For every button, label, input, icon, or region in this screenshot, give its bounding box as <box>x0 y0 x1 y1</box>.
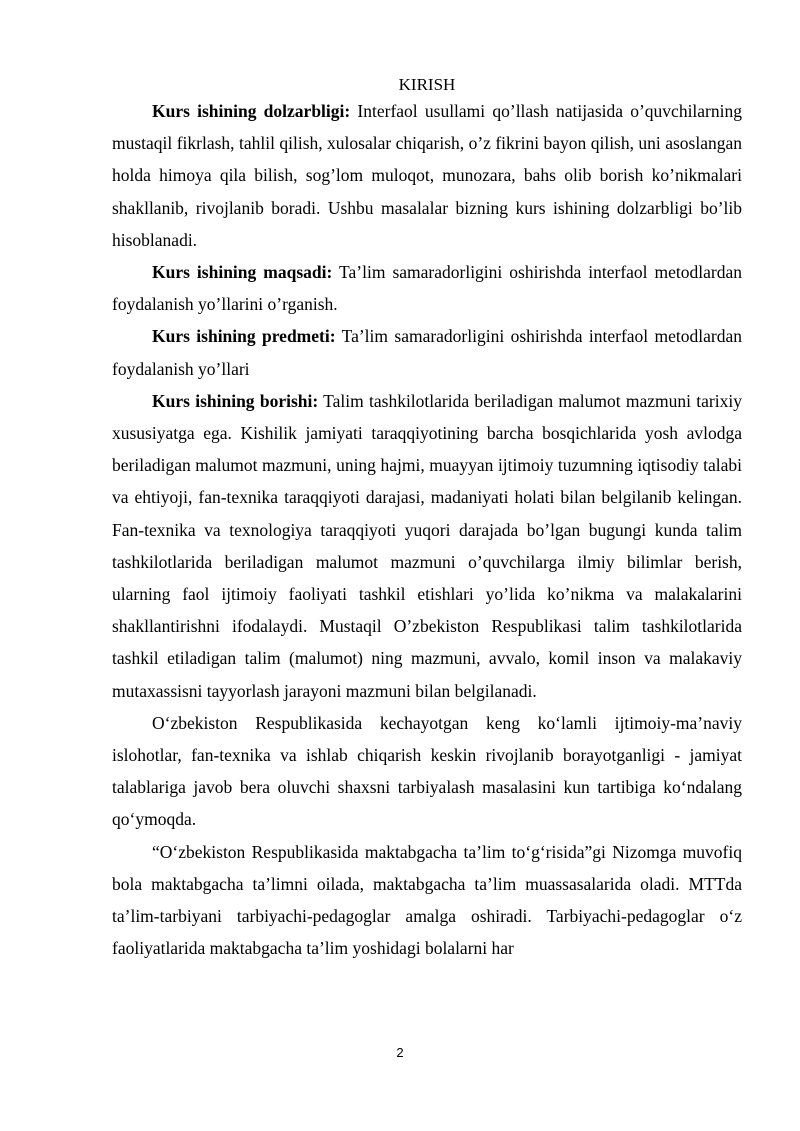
paragraph-text: Ta’lim samaradorligini oshirishda interfaol metodlardan foydalanish yo’llarini o’rganish. <box>112 262 743 315</box>
paragraph-subject <box>112 320 742 384</box>
paragraph-label: Kurs ishining maqsadi: <box>152 262 333 283</box>
document-body <box>112 95 742 964</box>
page-number: 2 <box>396 1045 404 1060</box>
paragraph-reforms <box>112 707 742 836</box>
paragraph-goal <box>112 256 742 320</box>
paragraph-text: Interfaol usullami qo’llash natijasida o’quvchilarning mustaqil fikrlash, tahlil qilish, xulosalar chiqarish, o’z fikrini bayon qilish, uni asoslangan holda himoya qila bilish, sog’lom muloqot, munozara, bahs olib borish ko’nikmalari shakllanib, rivojlanib boradi. Ushbu masalalar bizning kurs ishining dolzarbligi bo’lib hisoblanadi. <box>112 101 743 250</box>
paragraph-progress <box>112 385 742 707</box>
paragraph-relevance <box>112 95 742 256</box>
paragraph-label: Kurs ishining predmeti: <box>152 326 336 347</box>
section-title: KIRISH <box>398 75 456 94</box>
paragraph-text: Ta’lim samaradorligini oshirishda interfaol metodlardan foydalanish yo’llari <box>112 326 742 379</box>
paragraph-text: Talim tashkilotlarida beriladigan malumot mazmuni tarixiy xususiyatga ega. Kishilik jamiyati taraqqiyotining barcha bosqichlarida yosh avlodga beriladigan malumot mazmuni, uning hajmi, muayyan ijtimoiy tuzumning iqtisodiy talabi va ehtiyoji, fan-texnika taraqqiyoti darajasi, madaniyati holati bilan belgilanib kelingan. Fan-texnika va texnologiya taraqqiyoti yuqori darajada bo’lgan bugungi kunda talim tashkilotlarida beriladigan malumot mazmuni o’quvchilarga ilmiy bilimlar berish, ularning faol ijtimoiy faoliyati tashkil etishlari yo’lida ko’nikma va malakalarini shakllantirishni ifodalaydi. Mustaqil O’zbekiston Respublikasi talim tashkilotlarida tashkil etiladigan talim (malumot) ning mazmuni, avvalo, komil inson va malakaviy mutaxassisni tayyorlash jarayoni mazmuni bilan belgilanadi. <box>112 390 742 701</box>
paragraph-regulation <box>112 836 742 965</box>
paragraph-label: Kurs ishining dolzarbligi: <box>152 101 351 121</box>
paragraph-text: “O‘zbekiston Respublikasida maktabgacha ta’lim to‘g‘risida”gi Nizomga muvofiq bola maktabgacha ta’limni oilada, maktabgacha ta’lim muassasalarida oladi. MTTda ta’lim-tarbiyani tarbiyachi-pedagoglar amalga oshiradi. Tarbiyachi-pedagoglar o‘z faoliyatlarida maktabgacha ta’lim yoshidagi bolalarni har <box>112 841 742 959</box>
paragraph-label: Kurs ishining borishi: <box>152 390 319 411</box>
paragraph-text: O‘zbekiston Respublikasida kechayotgan keng ko‘lamli ijtimoiy-ma’naviy islohotlar, fan-texnika va ishlab chiqarish keskin rivojlanib borayotganligi - jamiyat talablariga javob bera oluvchi shaxsni tarbiyalash masalasini kun tartibiga ko‘ndalang qo‘ymoqda. <box>112 712 742 830</box>
